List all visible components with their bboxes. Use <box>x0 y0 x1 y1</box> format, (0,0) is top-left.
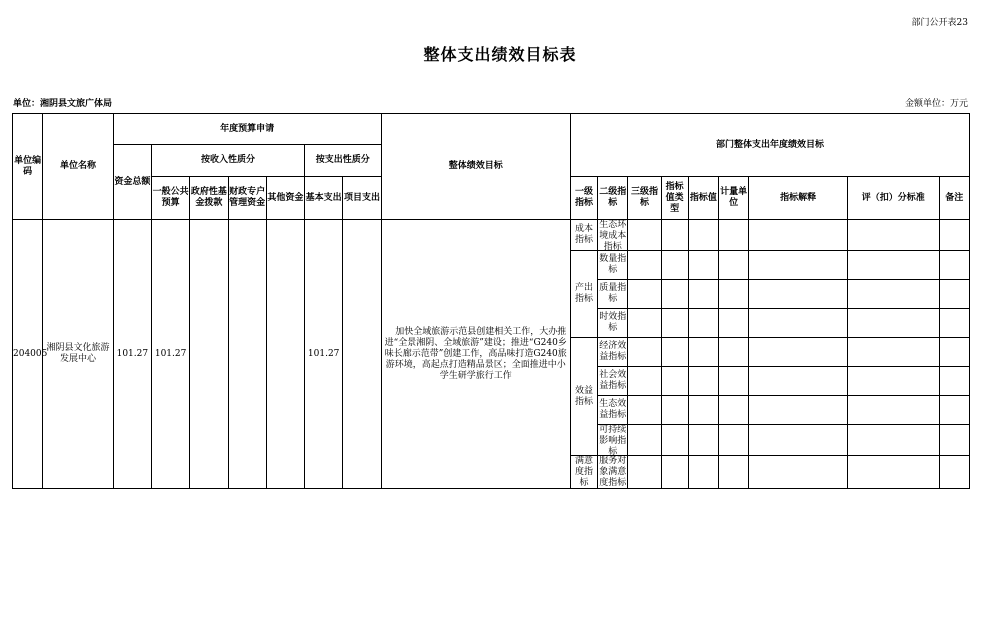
header-by-income: 按收入性质分 <box>151 145 304 177</box>
indicator-level2: 生态效益指标 <box>598 396 628 425</box>
indicator-level1-output: 产出指标 <box>570 251 597 338</box>
header-project-exp: 项目支出 <box>343 177 381 220</box>
indicator-level2: 可持续影响指标 <box>599 425 627 457</box>
cell-unit-name: 湘阴县文化旅游发展中心 <box>43 220 114 489</box>
performance-table <box>12 113 970 489</box>
header-unit-name: 单位名称 <box>43 114 114 220</box>
cell-project-exp <box>343 220 381 489</box>
header-scoring: 评（扣）分标准 <box>847 177 939 220</box>
table-number: 部门公开表23 <box>911 18 968 28</box>
header-indicator-type: 指标值类型 <box>661 177 688 220</box>
cell-unit-code: 204005 <box>13 220 43 489</box>
header-measure-unit: 计量单位 <box>719 177 749 220</box>
header-total-funds: 资金总额 <box>113 145 151 220</box>
indicator-level1-cost: 成本指标 <box>570 220 597 251</box>
cell-total: 101.27 <box>113 220 151 489</box>
header-dept-goal: 部门整体支出年度绩效目标 <box>570 114 969 177</box>
indicator-level1-benefit: 效益指标 <box>570 338 597 456</box>
cell-special-fund <box>228 220 266 489</box>
header-explanation: 指标解释 <box>749 177 848 220</box>
indicator-level2: 服务对象满意度指标 <box>599 456 627 488</box>
cell-overall-goal: 加快全域旅游示范县创建相关工作，大办推进“全景湘阴、全域旅游”建设；推进“G240乡味长廊示范带”创建工作，高品味打造G240旅游环境，高起点打造精品景区；全面推进中小学生研学旅行工作 <box>381 220 570 489</box>
cell-gov-fund <box>190 220 228 489</box>
header-overall-goal: 整体绩效目标 <box>381 114 570 220</box>
indicator-level2: 时效指标 <box>598 309 628 338</box>
header-indicator-value: 指标值 <box>688 177 718 220</box>
indicator-level1-satisfaction: 满意度指标 <box>570 456 597 489</box>
header-other-fund: 其他资金 <box>266 177 304 220</box>
header-unit-code: 单位编码 <box>13 114 43 220</box>
header-gov-fund: 政府性基金拨款 <box>190 177 228 220</box>
indicator-level2: 数量指标 <box>598 251 628 280</box>
header-level3: 三级指标 <box>628 177 661 220</box>
header-by-expenditure: 按支出性质分 <box>305 145 382 177</box>
money-unit-label: 金额单位：万元 <box>904 99 968 109</box>
unit-label: 单位：湘阴县文旅广体局 <box>13 99 113 109</box>
indicator-level2: 社会效益指标 <box>598 367 628 396</box>
header-annual-budget: 年度预算申请 <box>113 114 381 145</box>
indicator-level2: 质量指标 <box>598 280 628 309</box>
cell-other-fund <box>266 220 304 489</box>
header-level1: 一级指标 <box>570 177 597 220</box>
header-general-public: 一般公共预算 <box>151 177 189 220</box>
cell-general-public: 101.27 <box>151 220 189 489</box>
header-level2: 二级指标 <box>598 177 628 220</box>
page-title: 整体支出绩效目标表 <box>423 45 577 64</box>
indicator-level2: 生态环境成本指标 <box>599 220 627 252</box>
header-remarks: 备注 <box>939 177 969 220</box>
cell-basic-exp: 101.27 <box>305 220 343 489</box>
header-special-fund: 财政专户管理资金 <box>228 177 266 220</box>
indicator-level2: 经济效益指标 <box>598 338 628 367</box>
header-basic-exp: 基本支出 <box>305 177 343 220</box>
